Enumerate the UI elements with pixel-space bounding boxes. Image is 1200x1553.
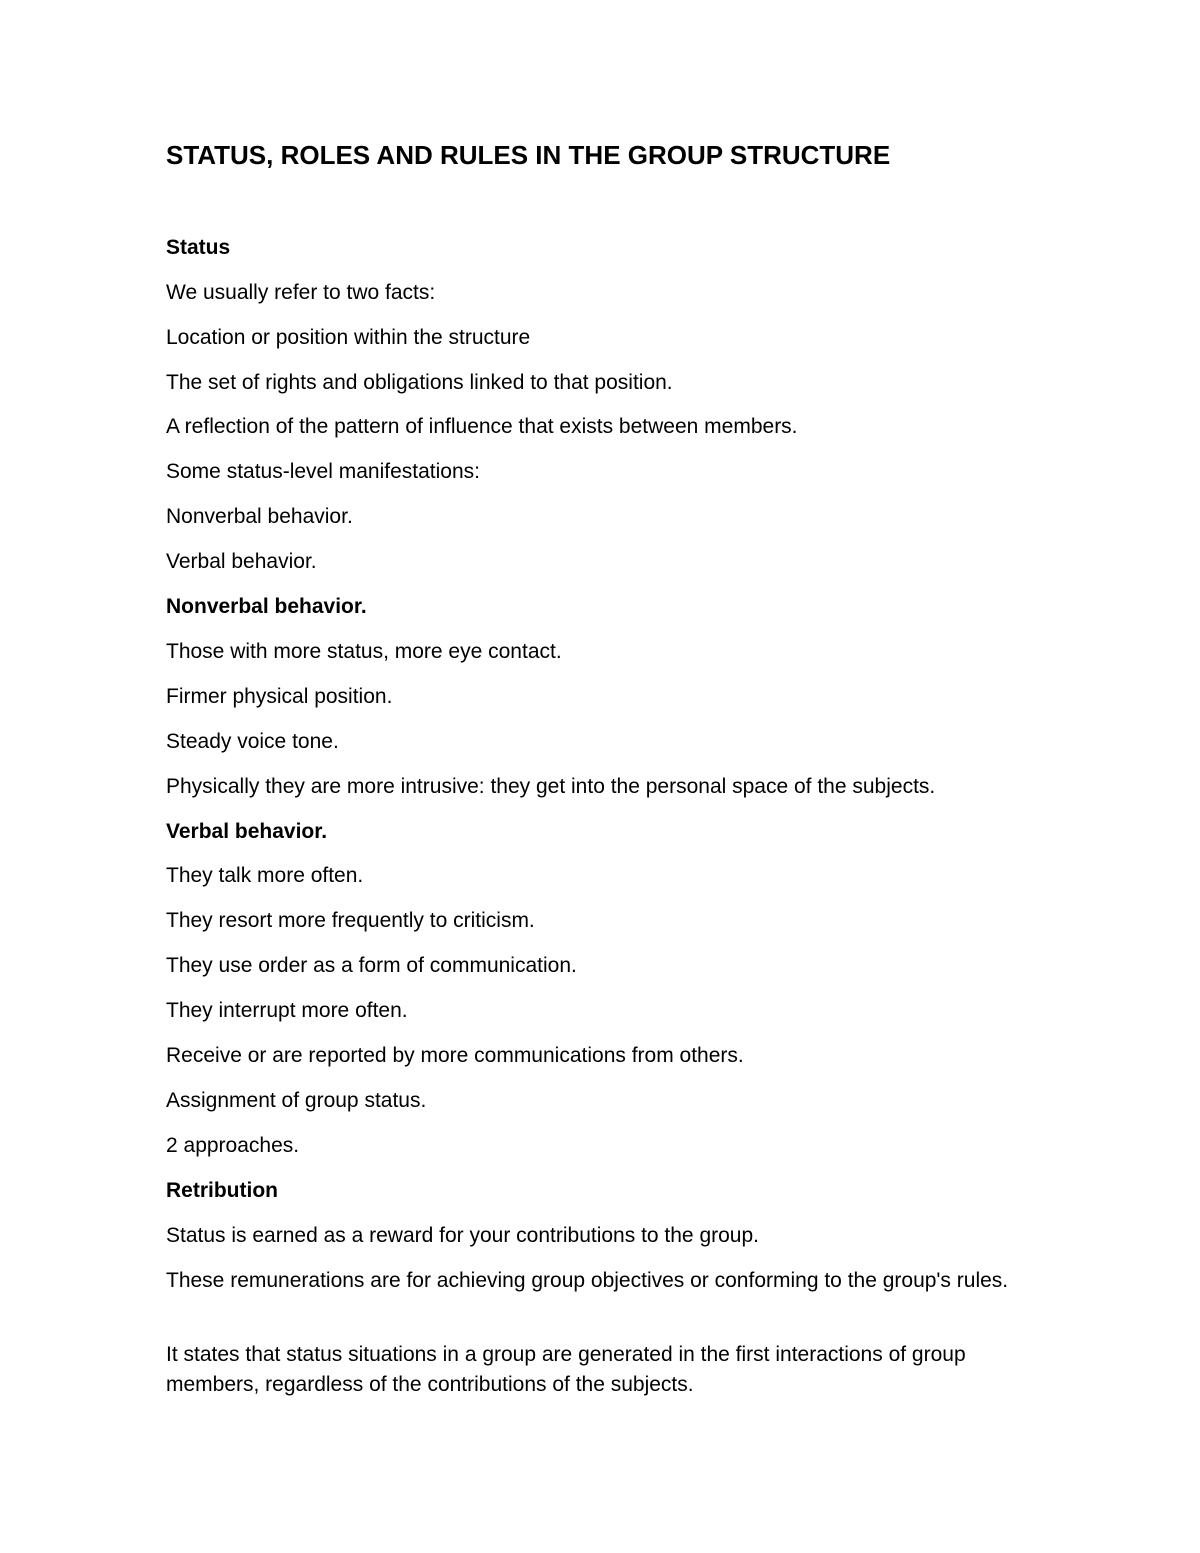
- paragraph-line: It states that status situations in a group are generated in the first interactions of group members, regardless of the contributions of the subjects.: [166, 1343, 966, 1396]
- paragraph-line: They use order as a form of communication.: [166, 954, 577, 977]
- paragraph-line: Receive or are reported by more communications from others.: [166, 1044, 744, 1067]
- paragraph-line: Those with more status, more eye contact.: [166, 640, 562, 663]
- paragraph-line: Location or position within the structure: [166, 326, 531, 349]
- paragraph-line: Firmer physical position.: [166, 685, 393, 708]
- paragraph-line: Status is earned as a reward for your contributions to the group.: [166, 1224, 759, 1247]
- paragraph-line: We usually refer to two facts:: [166, 281, 436, 304]
- section-heading-retribution: Retribution: [166, 1179, 278, 1202]
- paragraph-line: They resort more frequently to criticism.: [166, 909, 535, 932]
- section-heading-status: Status: [166, 236, 231, 259]
- section-heading-nonverbal-behavior: Nonverbal behavior.: [166, 595, 367, 618]
- document-title: STATUS, ROLES AND RULES IN THE GROUP STRUCTURE: [166, 140, 891, 170]
- paragraph-line: They interrupt more often.: [166, 999, 408, 1022]
- paragraph-line: Some status-level manifestations:: [166, 460, 480, 483]
- paragraph-line: Nonverbal behavior.: [166, 505, 353, 528]
- section-heading-verbal-behavior: Verbal behavior.: [166, 820, 328, 843]
- paragraph-line: A reflection of the pattern of influence that exists between members.: [166, 415, 798, 438]
- paragraph-line: Assignment of group status.: [166, 1089, 427, 1112]
- paragraph-line: Physically they are more intrusive: they get into the personal space of the subjects.: [166, 775, 936, 798]
- paragraph-line: Verbal behavior.: [166, 550, 317, 573]
- paragraph-line: Steady voice tone.: [166, 730, 339, 753]
- paragraph-line: These remunerations are for achieving group objectives or conforming to the group's rules.: [166, 1269, 1009, 1292]
- paragraph-line: They talk more often.: [166, 864, 364, 887]
- paragraph-line: 2 approaches.: [166, 1134, 300, 1157]
- paragraph-line: The set of rights and obligations linked to that position.: [166, 371, 673, 394]
